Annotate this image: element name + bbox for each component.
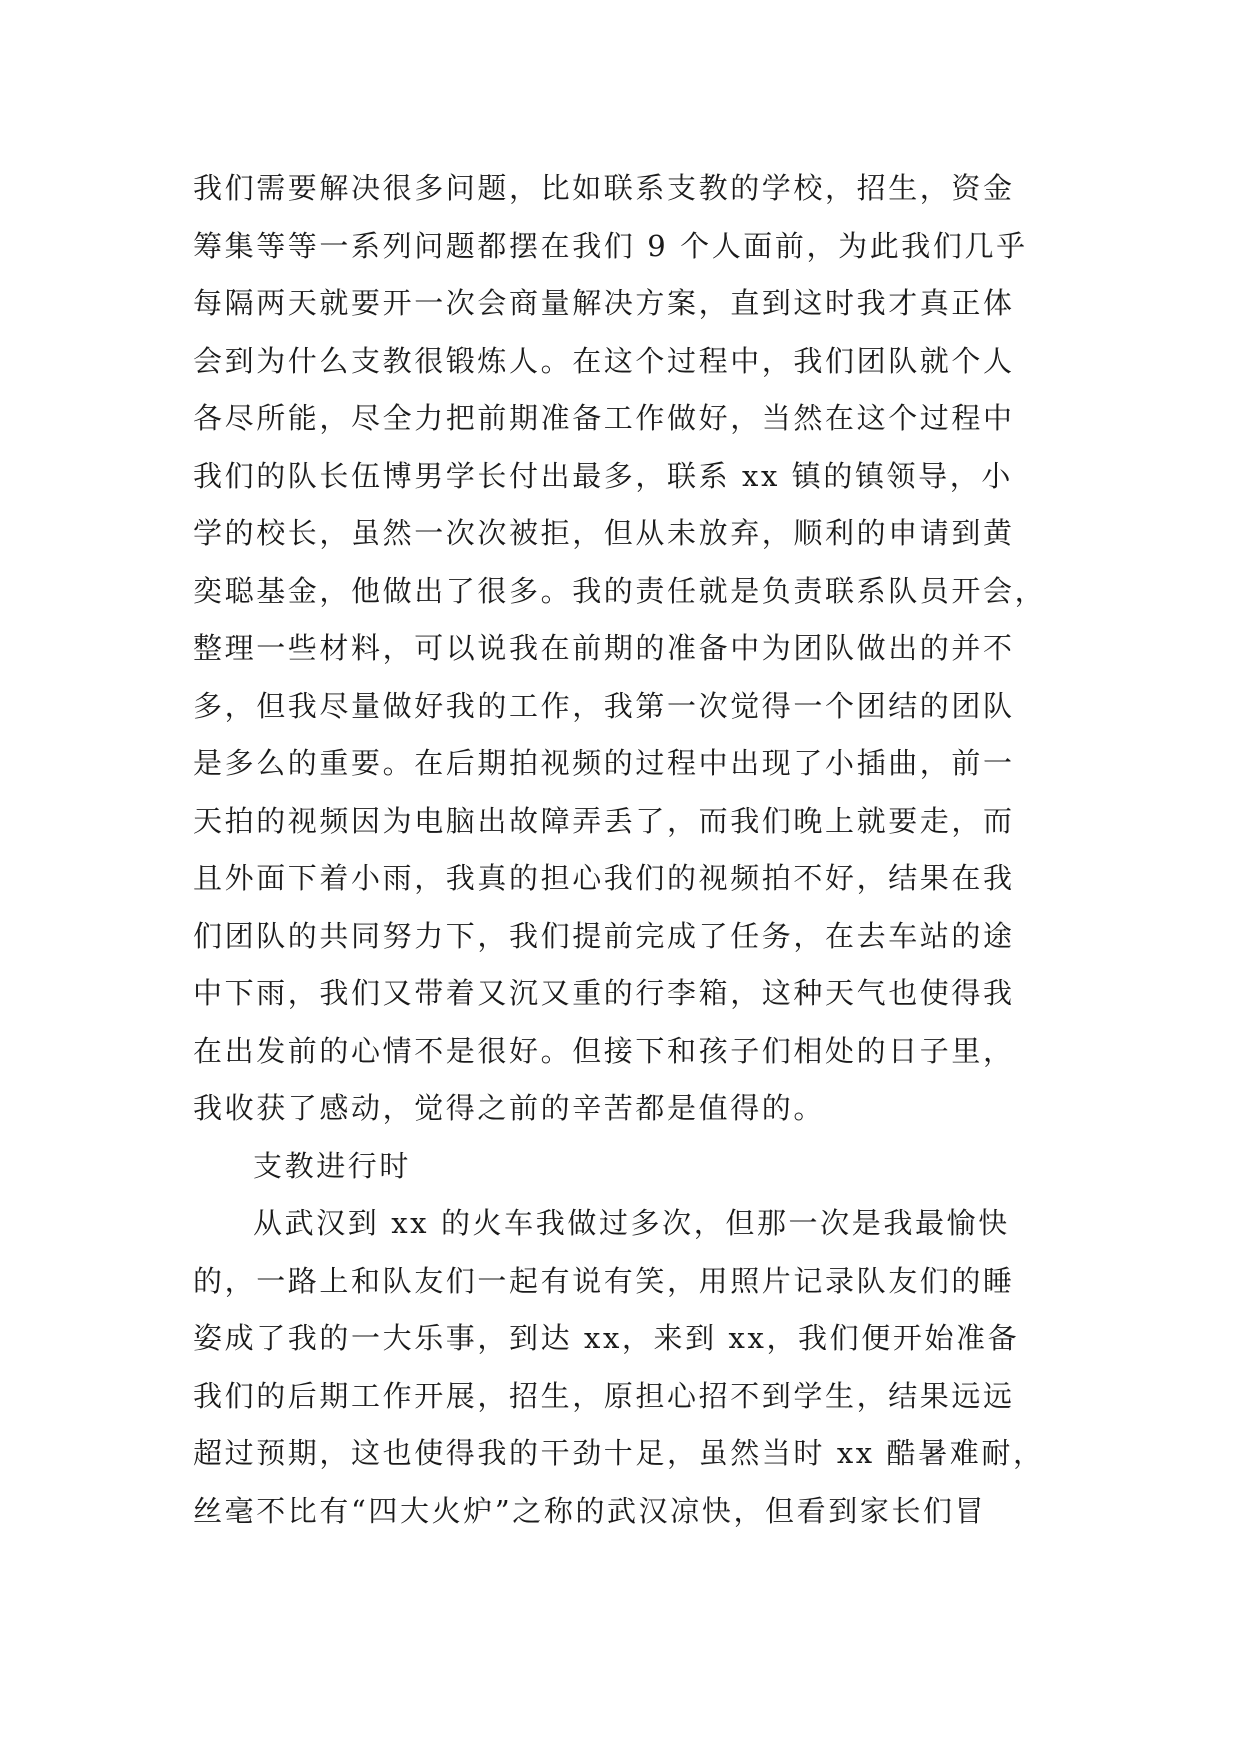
text-line: 学的校长，虽然一次次被拒，但从未放弃，顺利的申请到黄 xyxy=(193,516,1015,550)
text-line: 在出发前的心情不是很好。但接下和孩子们相处的日子里， xyxy=(193,1033,1015,1068)
text-line: 超过预期，这也使得我的干劲十足，虽然当时 xx 酷暑难耐， xyxy=(193,1436,1045,1470)
text-line: 中下雨，我们又带着又沉又重的行李箱，这种天气也使得我 xyxy=(193,976,1015,1010)
text-line: 奕聪基金，他做出了很多。我的责任就是负责联系队员开会， xyxy=(193,573,1047,608)
text-line: 是多么的重要。在后期拍视频的过程中出现了小插曲，前一 xyxy=(193,746,1015,780)
text-line: 从武汉到 xx 的火车我做过多次，但那一次是我最愉快 xyxy=(253,1206,1010,1240)
text-line: 我们需要解决很多问题，比如联系支教的学校，招生，资金 xyxy=(193,171,1015,205)
text-line: 我们的后期工作开展，招生，原担心招不到学生，结果远远 xyxy=(193,1378,1015,1413)
text-line: 会到为什么支教很锻炼人。在这个过程中，我们团队就个人 xyxy=(193,343,1015,378)
text-line: 的，一路上和队友们一起有说有笑，用照片记录队友们的睡 xyxy=(193,1263,1015,1298)
text-line: 天拍的视频因为电脑出故障弄丢了，而我们晚上就要走，而 xyxy=(193,803,1015,838)
text-line: 丝毫不比有“四大火炉”之称的武汉凉快，但看到家长们冒 xyxy=(193,1493,987,1528)
text-line: 整理一些材料，可以说我在前期的准备中为团队做出的并不 xyxy=(193,631,1015,665)
text-line: 多，但我尽量做好我的工作，我第一次觉得一个团结的团队 xyxy=(193,688,1015,723)
text-line: 各尽所能，尽全力把前期准备工作做好，当然在这个过程中 xyxy=(193,401,1015,435)
text-line: 我们的队长伍博男学长付出最多，联系 xx 镇的镇领导，小 xyxy=(193,458,1013,493)
text-line: 们团队的共同努力下，我们提前完成了任务，在去车站的途 xyxy=(193,918,1015,953)
text-line: 我收获了感动，觉得之前的辛苦都是值得的。 xyxy=(193,1091,826,1125)
text-line: 且外面下着小雨，我真的担心我们的视频拍不好，结果在我 xyxy=(193,861,1015,895)
text-line: 每隔两天就要开一次会商量解决方案，直到这时我才真正体 xyxy=(193,286,1015,320)
text-line: 姿成了我的一大乐事，到达 xx，来到 xx，我们便开始准备 xyxy=(193,1321,1020,1355)
text-line: 筹集等等一系列问题都摆在我们 9 个人面前，为此我们几乎 xyxy=(193,228,1028,263)
section-heading: 支教进行时 xyxy=(253,1148,412,1183)
document-body xyxy=(193,160,1073,1540)
